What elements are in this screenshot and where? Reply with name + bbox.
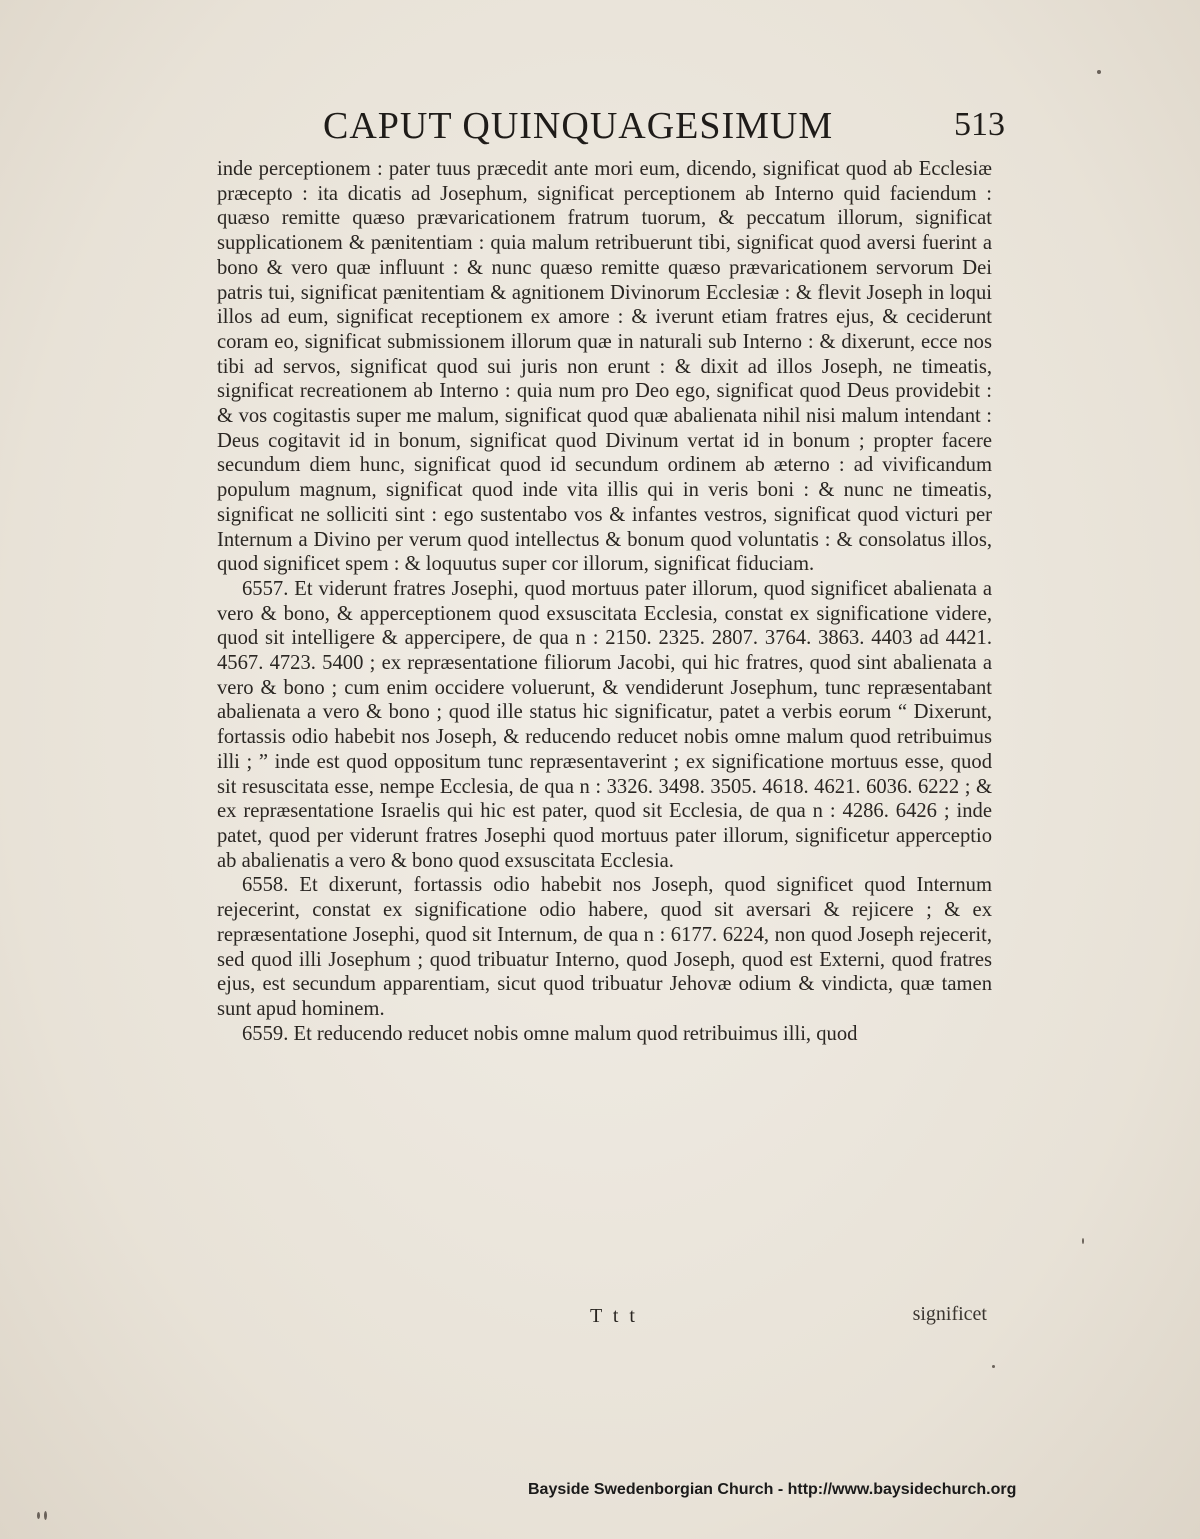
paragraph-6558: 6558. Et dixerunt, fortassis odio habebit nos Joseph, quod significet quod Internum rejecerint, constat ex significatione odio habere, quod sit aversari & rejicere ; & ex repræsentatione Josephi, quod sit Internum, de qua n : 6177. 6224, non quod Joseph rejecerit, sed quod illi Josephum ; quod tribuatur Interno, quod Joseph, quod est Externi, quod fratres ejus, est secundum apparentiam, sicut quod tribuatur Jehovæ odium & vindicta, quæ tamen sunt apud hominem. xyxy=(217,874,992,1020)
signature-mark: T t t xyxy=(590,1305,638,1327)
paragraph-6559: 6559. Et reducendo reducet nobis omne malum quod retribuimus illi, quod xyxy=(242,1022,858,1045)
catchword: significet xyxy=(912,1303,987,1325)
paragraph-continuation: inde perceptionem : pater tuus præcedit ante mori eum, dicendo, significat quod ab Ecclesiæ præcepto : ita dicatis ad Josephum, significat perceptionem ab Interno quid faciendum : quæso remitte quæso prævaricationem fratrum tuorum, & peccatum illorum, significat supplicationem & pænitentiam : quia malum retribuerunt tibi, significat quod aversi fuerint a bono & vero quæ influunt : & nunc quæso remitte quæso prævaricationem servorum Dei patris tui, significat pænitentiam & agnitionem Divinorum Ecclesiæ : & flevit Joseph in loqui illos ad eum, significat receptionem ex amore : & iverunt etiam fratres ejus, & ceciderunt coram eo, significat submissionem illorum quæ in naturali sub Interno : & dixerunt, ecce nos tibi ad servos, significat quod sui juris non erunt : & dixit ad illos Joseph, ne timeatis, significat recreationem ab Interno : quia num pro Deo ego, significat quod Deus providebit : & vos cogitastis super me malum, significat quod quæ abalienata nihil nisi malum intendant : Deus cogitavit id in bonum, significat quod Divinum vertat id in bonum ; propter facere secundum diem hunc, significat quod id secundum ordinem ab æterno : ad vivificandum populum magnum, significat quod inde vita illis qui in veris boni : & nunc ne timeatis, significat ne solliciti sint : ego sustentabo vos & infantes vestros, significat quod victuri per Internum a Divino per verum quod intellectus & bonum quod voluntatis : & consolatus illos, quod significet spem : & loquutus super cor illorum, significat fiduciam. xyxy=(217,158,992,576)
page-number: 513 xyxy=(954,106,1005,143)
body-text xyxy=(217,157,992,1282)
paper-speck xyxy=(1097,70,1101,74)
paper-speck xyxy=(1082,1238,1084,1244)
paper-speck xyxy=(37,1512,40,1519)
watermark-credit: Bayside Swedenborgian Church - http://www.baysidechurch.org xyxy=(528,1481,1017,1498)
running-title: CAPUT QUINQUAGESIMUM xyxy=(323,105,834,147)
page-header xyxy=(215,100,1005,160)
paper-speck xyxy=(44,1511,47,1520)
paper-speck xyxy=(992,1365,995,1368)
paragraph-6557: 6557. Et viderunt fratres Josephi, quod mortuus pater illorum, quod significet abalienata a vero & bono, & apperceptionem quod exsuscitata Ecclesia, constat ex significatione videre, quod sit intelligere & appercipere, de qua n : 2150. 2325. 2807. 3764. 3863. 4403 ad 4421. 4567. 4723. 5400 ; ex repræsentatione filiorum Jacobi, qui hic fratres, quod sint abalienata a vero & bono ; cum enim occidere voluerunt, & vendiderunt Josephum, tunc repræsentabant abalienata a vero & bono ; quod ille status hic significatur, patet a verbis eorum “ Dixerunt, fortassis odio habebit nos Joseph, & reducendo reducet nobis omne malum quod retribuimus illi ; ” inde est quod oppositum tunc repræsentaverint ; ex significatione mortuus esse, quod sit resuscitata esse, nempe Ecclesia, de qua n : 3326. 3498. 3505. 4618. 4621. 6036. 6222 ; & ex repræsentatione Israelis qui hic est pater, quod sit Ecclesia, de qua n : 4286. 6426 ; inde patet, quod per viderunt fratres Josephi quod mortuus pater illorum, significetur apperceptio ab abalienatis a vero & bono quod exsuscitata Ecclesia. xyxy=(217,577,992,872)
